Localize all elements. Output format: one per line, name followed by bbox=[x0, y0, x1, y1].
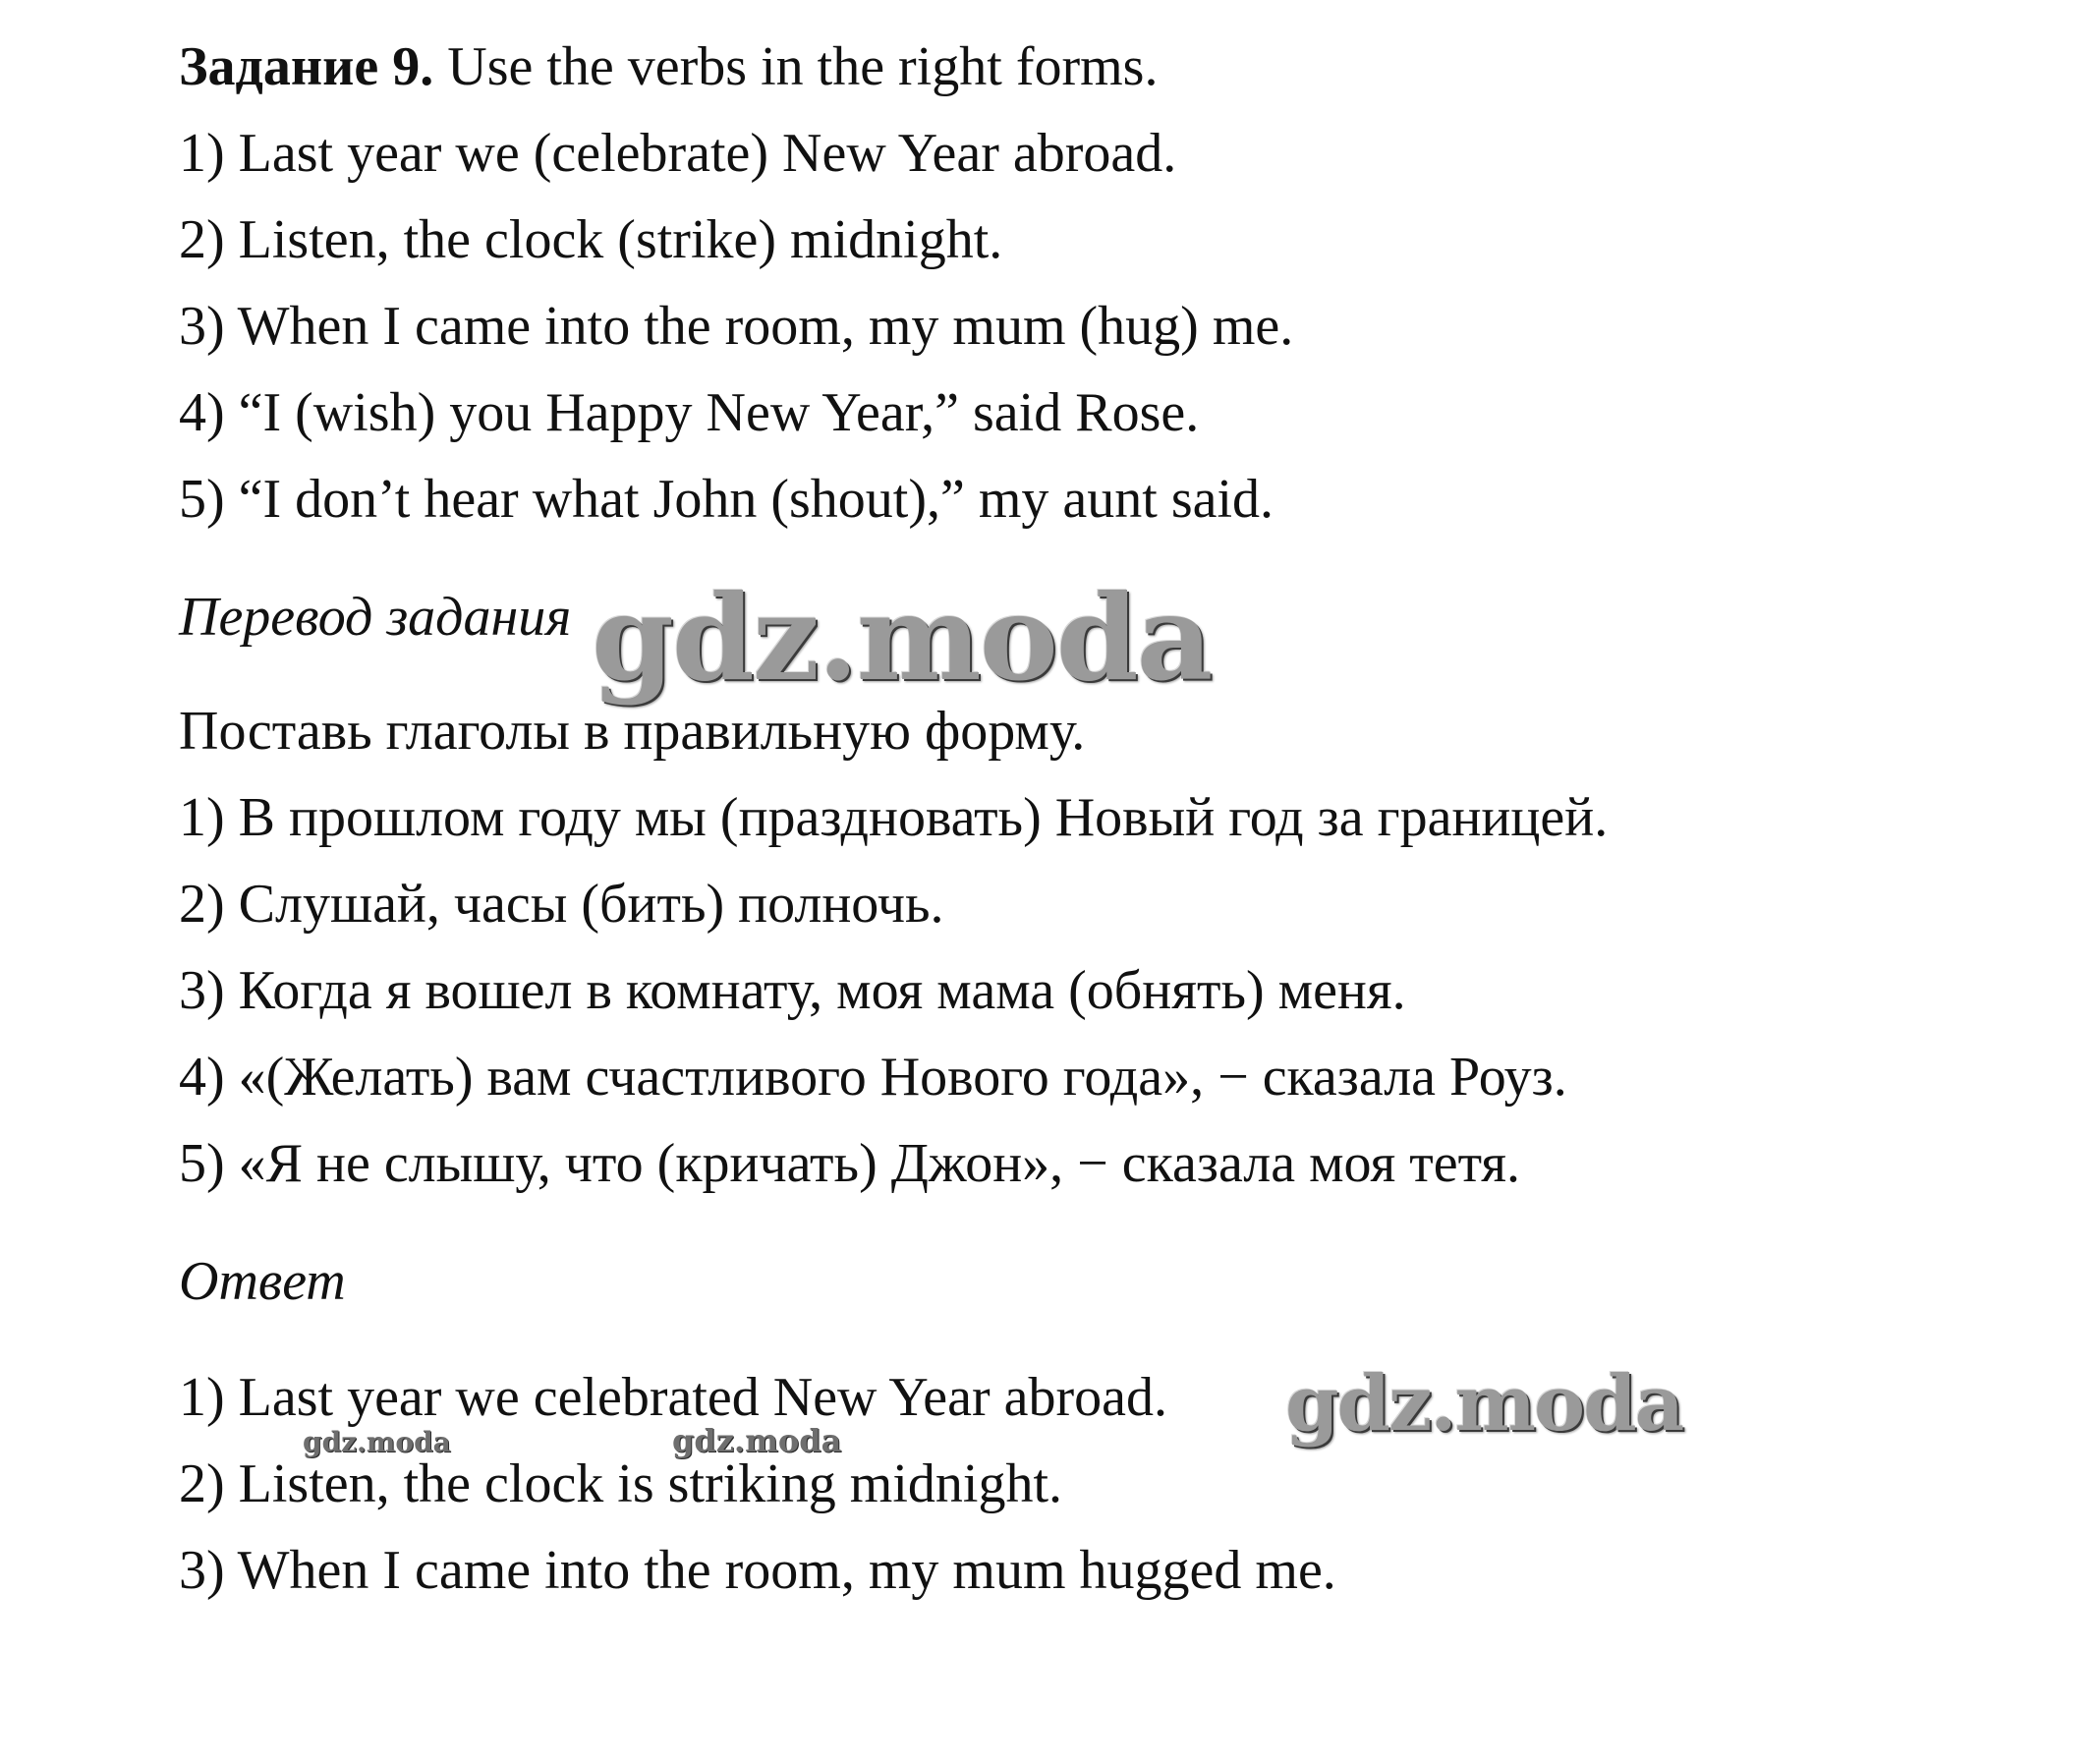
answer-heading: Ответ bbox=[179, 1251, 346, 1312]
translation-item-1: 1) В прошлом году мы (праздновать) Новый год за границей. bbox=[179, 787, 1609, 848]
answer-item-1: 1) Last year we celebrated New Year abroad. bbox=[179, 1367, 1167, 1428]
task-item-4: 4) “I (wish) you Happy New Year,” said Rose. bbox=[179, 382, 1200, 443]
watermark-logo-small: gdz.moda bbox=[672, 1422, 842, 1459]
translation-item-4: 4) «(Желать) вам счастливого Нового года», − сказала Роуз. bbox=[179, 1047, 1567, 1108]
watermark-logo-small: gdz.moda bbox=[303, 1426, 451, 1458]
translation-item-5: 5) «Я не слышу, что (кричать) Джон», − сказала моя тетя. bbox=[179, 1133, 1521, 1194]
task-item-3: 3) When I came into the room, my mum (hug) me. bbox=[179, 296, 1294, 357]
answer-item-3: 3) When I came into the room, my mum hugged me. bbox=[179, 1540, 1336, 1601]
task-item-5: 5) “I don’t hear what John (shout),” my aunt said. bbox=[179, 469, 1274, 530]
translation-instruction: Поставь глаголы в правильную форму. bbox=[179, 701, 1086, 762]
watermark-logo: gdz.moda bbox=[592, 569, 1212, 708]
task-label: Задание 9. bbox=[179, 36, 434, 97]
translation-item-2: 2) Слушай, часы (бить) полночь. bbox=[179, 874, 944, 935]
translation-item-3: 3) Когда я вошел в комнату, моя мама (обнять) меня. bbox=[179, 960, 1406, 1021]
task-heading bbox=[179, 35, 1158, 98]
task-item-1: 1) Last year we (celebrate) New Year abroad. bbox=[179, 123, 1177, 184]
task-item-2: 2) Listen, the clock (strike) midnight. bbox=[179, 209, 1003, 270]
translation-heading: Перевод задания bbox=[179, 587, 572, 648]
task-instruction: Use the verbs in the right forms. bbox=[447, 36, 1159, 97]
answer-item-2: 2) Listen, the clock is striking midnight. bbox=[179, 1453, 1063, 1514]
watermark-logo: gdz.moda bbox=[1285, 1359, 1683, 1449]
